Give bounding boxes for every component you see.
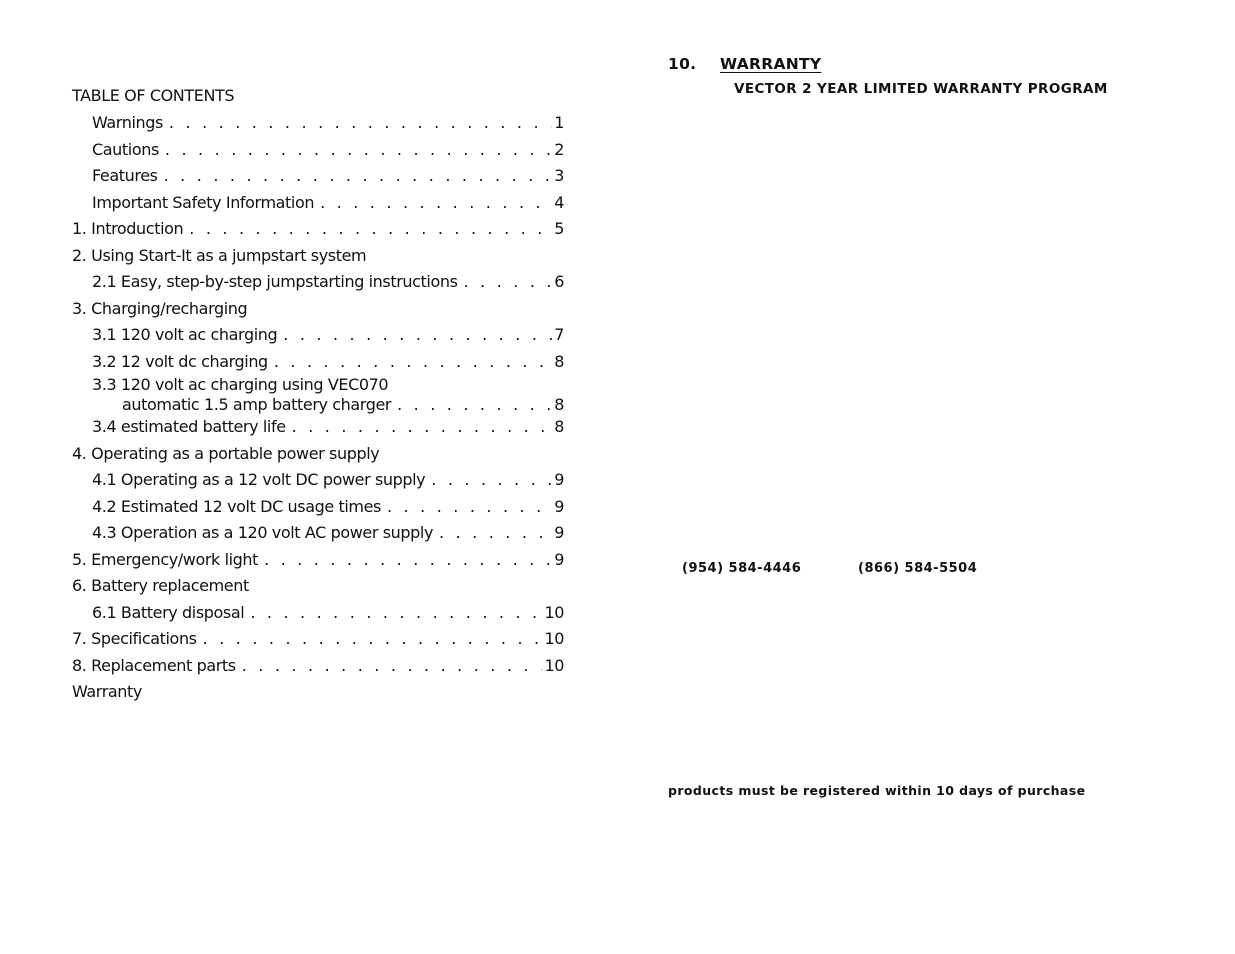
warranty-program-title: VECTOR 2 YEAR LIMITED WARRANTY PROGRAM (734, 81, 1108, 97)
toc-entry-features (72, 163, 564, 190)
toc-entry-charging (72, 296, 564, 323)
toc-entry-page: 10 (544, 602, 564, 622)
toc-entry-label: 7. Specifications (72, 629, 197, 648)
toc-entry-label: 3.4 estimated battery life (92, 417, 286, 436)
toc-leader-dots (165, 137, 552, 164)
toc-entry-label: 2.1 Easy, step-by-step jumpstarting instructions (92, 272, 458, 291)
toc-entry-label: Cautions (92, 139, 159, 159)
toc-leader-dots (397, 395, 552, 414)
toc-entry-label: 4.2 Estimated 12 volt DC usage times (92, 496, 381, 516)
toc-entry-battery-disposal (72, 600, 564, 627)
toc-entry-battery-replacement (72, 573, 564, 600)
toc-leader-dots (250, 600, 542, 627)
toc-entry-specifications (72, 626, 564, 653)
phone-number-toll-free: (866) 584-5504 (858, 561, 978, 576)
toc-entry-label: automatic 1.5 amp battery charger (122, 395, 392, 414)
toc-entry-page: 7 (554, 325, 564, 344)
toc-entry-page: 10 (544, 655, 564, 675)
toc-leader-dots (189, 216, 552, 243)
toc-entry-label: 3.3 120 volt ac charging using VEC070 (92, 375, 389, 394)
toc-entry-label: 6. Battery replacement (72, 576, 249, 595)
toc-entry-replacement-parts (72, 653, 564, 680)
toc-leader-dots (169, 110, 552, 137)
toc-entry-page: 2 (554, 139, 564, 159)
toc-entry-label: 3.2 12 volt dc charging (92, 351, 268, 371)
toc-entry-jumpstart-instructions (72, 269, 564, 296)
toc-leader-dots (431, 467, 552, 494)
toc-entry-ac-charging (72, 322, 564, 349)
toc-entry-page: 10 (544, 629, 564, 648)
toc-entry-battery-charger (72, 395, 564, 414)
section-title: WARRANTY (720, 55, 822, 73)
toc-leader-dots (164, 163, 553, 190)
toc-entry-ac-power-supply (72, 520, 564, 547)
toc-entry-label: Features (92, 166, 158, 185)
toc-entry-page: 8 (554, 417, 564, 436)
toc-entry-safety-information (72, 190, 564, 217)
toc-leader-dots (203, 626, 543, 653)
toc-entry-label: 1. Introduction (72, 219, 184, 238)
toc-entry-cautions (72, 137, 564, 164)
toc-entry-label: 5. Emergency/work light (72, 549, 259, 569)
toc-entry-label: 4.3 Operation as a 120 volt AC power supply (92, 523, 434, 542)
toc-entry-label: 4.1 Operating as a 12 volt DC power supply (92, 470, 426, 489)
toc-leader-dots (264, 547, 552, 574)
toc-entry-dc-power-supply (72, 467, 564, 494)
registration-note: products must be registered within 10 days of purchase (668, 783, 1086, 798)
toc-entry-work-light (72, 547, 564, 574)
toc-leader-dots (292, 414, 553, 441)
toc-entry-label: 6.1 Battery disposal (92, 602, 245, 622)
toc-leader-dots (242, 653, 543, 680)
toc-entry-portable-power (72, 441, 564, 468)
phone-number-primary: (954) 584-4446 (682, 561, 802, 576)
toc-entry-page: 8 (554, 395, 564, 414)
toc-entry-introduction (72, 216, 564, 243)
toc-entry-page: 6 (554, 272, 564, 291)
toc-entry-label: 4. Operating as a portable power supply (72, 443, 380, 463)
toc-entry-label: Warranty (72, 682, 142, 701)
toc-entry-label: 3.1 120 volt ac charging (92, 325, 278, 344)
toc-entry-warnings (72, 110, 564, 137)
toc-leader-dots (274, 349, 552, 376)
toc-entry-label: Warnings (92, 113, 163, 132)
toc-entry-label: 2. Using Start-It as a jumpstart system (72, 245, 367, 265)
toc-leader-dots (283, 322, 552, 349)
toc-entry-label: 8. Replacement parts (72, 655, 236, 675)
toc-entry-page: 4 (554, 192, 564, 212)
toc-entry-jumpstart-system (72, 243, 564, 270)
toc-leader-dots (387, 494, 552, 521)
toc-entry-battery-life (72, 414, 564, 441)
toc-entry-page: 9 (554, 470, 564, 489)
toc-entry-vec070-charging (72, 375, 564, 395)
toc-entry-page: 8 (554, 351, 564, 371)
toc-entry-page: 3 (554, 166, 564, 185)
warranty-page (668, 0, 1208, 954)
toc-leader-dots (439, 520, 552, 547)
toc-leader-dots (464, 269, 553, 296)
toc-entry-dc-charging (72, 349, 564, 376)
toc-entry-dc-usage-times (72, 494, 564, 521)
toc-entry-label: 3. Charging/recharging (72, 298, 248, 318)
toc-entry-page: 9 (554, 523, 564, 542)
table-of-contents (72, 82, 564, 706)
toc-leader-dots (320, 190, 552, 217)
warranty-heading (668, 55, 821, 73)
toc-title: TABLE OF CONTENTS (72, 86, 235, 105)
toc-entry-page: 1 (554, 113, 564, 132)
toc-entry-page: 9 (554, 496, 564, 516)
toc-entry-label: Important Safety Information (92, 192, 315, 212)
section-number: 10. (668, 55, 697, 73)
toc-entry-page: 5 (554, 219, 564, 238)
toc-entry-page: 9 (554, 549, 564, 569)
toc-entry-warranty (72, 679, 564, 706)
